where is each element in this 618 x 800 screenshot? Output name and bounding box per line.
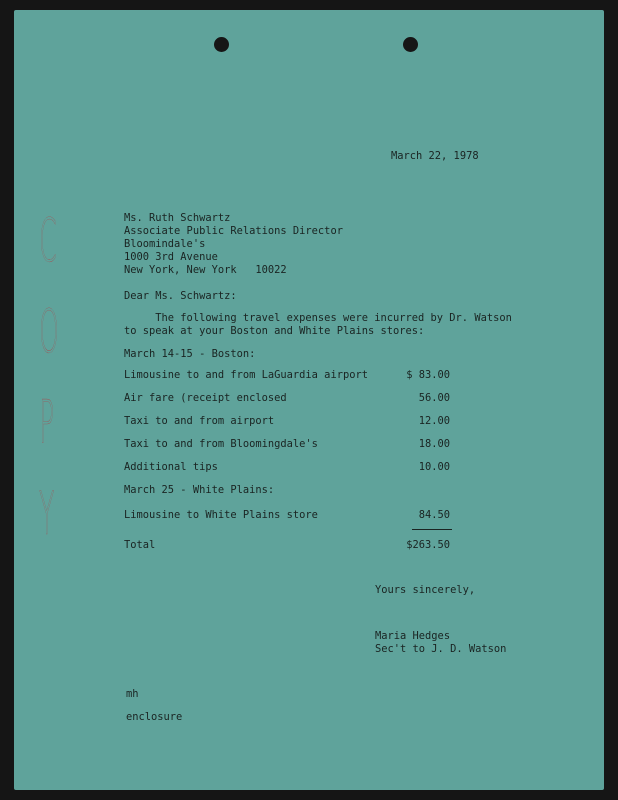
typist-initials: mh	[126, 688, 139, 700]
expense-item: Additional tips	[124, 461, 218, 473]
enclosure-note: enclosure	[126, 711, 183, 723]
total-label: Total	[124, 539, 156, 551]
signature-name: Maria Hedges	[375, 630, 451, 642]
expense-amount: 10.00	[418, 461, 450, 473]
expense-item: Taxi to and from Bloomingdale's	[124, 438, 318, 450]
recipient-title: Associate Public Relations Director	[124, 225, 343, 237]
expense-item: Limousine to and from LaGuardia airport	[124, 369, 368, 381]
copy-stamp	[39, 196, 69, 560]
expense-amount: 18.00	[418, 438, 450, 450]
recipient-company: Bloomindale's	[124, 238, 206, 250]
copy-stamp-letter: Y	[39, 479, 55, 549]
body-line: to speak at your Boston and White Plains stores:	[124, 325, 425, 337]
body-line: The following travel expenses were incurred by Dr. Watson	[124, 312, 512, 324]
salutation: Dear Ms. Schwartz:	[124, 290, 237, 302]
total-underline	[412, 529, 452, 530]
closing: Yours sincerely,	[375, 584, 476, 596]
total-amount: $263.50	[406, 539, 450, 551]
expense-item: Taxi to and from airport	[124, 415, 275, 427]
signature-title: Sec't to J. D. Watson	[375, 643, 507, 655]
letter-sheet	[14, 10, 604, 790]
expense-item: Limousine to White Plains store	[124, 509, 318, 521]
copy-stamp-letter: C	[39, 206, 57, 276]
expense-amount: 84.50	[418, 509, 450, 521]
section-heading-boston: March 14-15 - Boston:	[124, 348, 256, 360]
section-heading-white-plains: March 25 - White Plains:	[124, 484, 275, 496]
expense-item: Air fare (receipt enclosed	[124, 392, 287, 404]
punch-hole	[403, 37, 418, 52]
recipient-street: 1000 3rd Avenue	[124, 251, 218, 263]
recipient-city: New York, New York 10022	[124, 264, 287, 276]
copy-stamp-letter: P	[39, 388, 55, 458]
expense-amount: 56.00	[418, 392, 450, 404]
expense-amount: $ 83.00	[406, 369, 450, 381]
recipient-name: Ms. Ruth Schwartz	[124, 212, 231, 224]
letter-date: March 22, 1978	[391, 150, 479, 162]
punch-hole	[214, 37, 229, 52]
copy-stamp-letter: O	[39, 297, 59, 367]
expense-amount: 12.00	[418, 415, 450, 427]
